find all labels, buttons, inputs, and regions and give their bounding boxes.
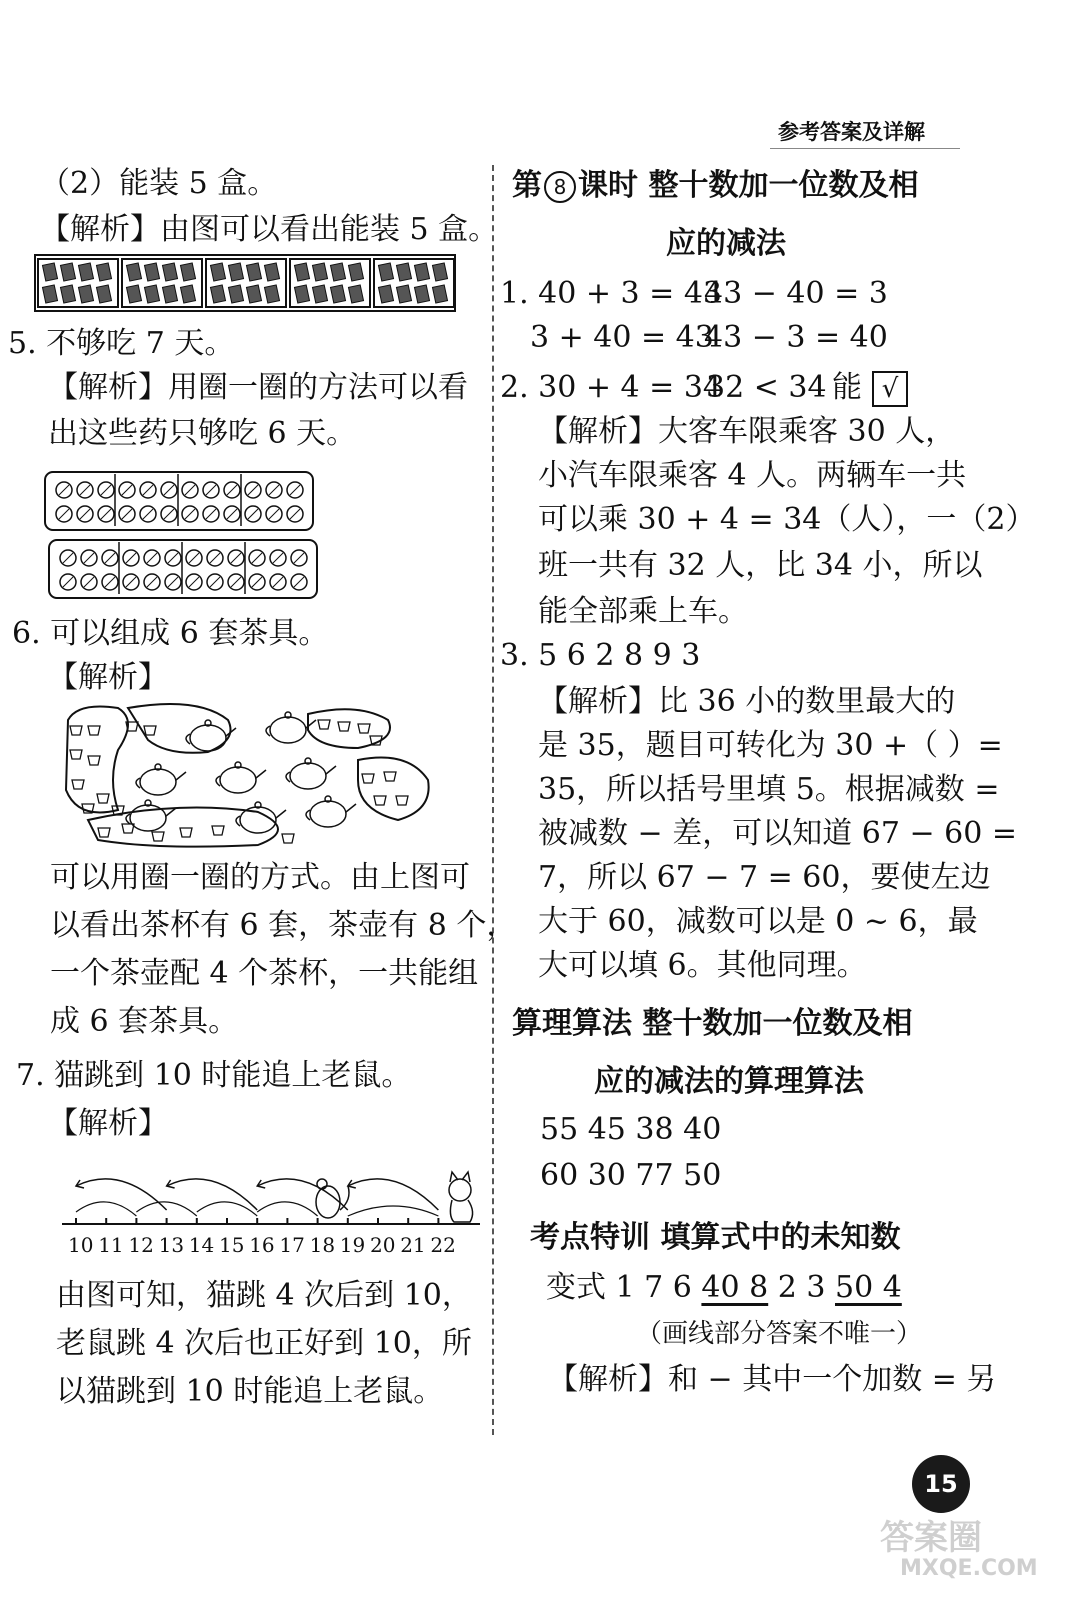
page-number: 15: [912, 1455, 970, 1513]
page-header-title: 参考答案及详解: [778, 120, 925, 144]
teacup-icon: [338, 722, 350, 731]
item-icon: [180, 263, 195, 281]
mouse-jump-arc: [257, 1202, 317, 1216]
item-icon: [42, 285, 57, 303]
item-icon: [264, 285, 279, 303]
lesson-heading: [512, 160, 918, 204]
number-line-label: 14: [188, 1233, 215, 1257]
boxes-figure: [34, 254, 456, 312]
item-icon: [42, 263, 57, 281]
teacup-icon: [374, 796, 386, 805]
section2-heading-line2: 应的减法的算理算法: [594, 1064, 864, 1099]
teacup-icon: [97, 794, 109, 803]
section3-heading: 考点特训 填算式中的未知数: [530, 1220, 901, 1255]
q7-text-line2: 老鼠跳 4 次后也正好到 10，所: [56, 1326, 472, 1361]
q7-text-line1: 由图可知，猫跳 4 次后到 10，: [56, 1278, 472, 1313]
section3-mid: 2 3: [768, 1270, 835, 1305]
teacup-icon: [70, 726, 82, 735]
r-q3-text-3: 35，所以括号里填 5。根据减数 =: [538, 772, 1000, 807]
cat-jump-arc: [348, 1179, 439, 1210]
teacup-icon: [362, 774, 374, 783]
mouse-jump-arc: [197, 1202, 257, 1216]
section2-heading: 算理算法 整十数加一位数及相: [512, 1006, 913, 1041]
item-icon: [294, 263, 309, 281]
item-icon: [294, 285, 309, 303]
teacup-icon: [318, 720, 330, 729]
item-icon: [210, 263, 225, 281]
q5-answer: 5. 不够吃 7 天。: [8, 326, 235, 361]
teacup-icon: [72, 780, 84, 789]
r-q3-text-4: 被减数 − 差，可以知道 67 − 60 =: [538, 816, 1017, 851]
item-icon: [228, 285, 243, 303]
r-q2-text-4: 班一共有 32 人，比 34 小，所以: [538, 548, 983, 583]
r-q3-text-1: 【解析】比 36 小的数里最大的: [538, 684, 956, 719]
q7-answer: 7. 猫跳到 10 时能追上老鼠。: [16, 1058, 412, 1093]
teacup-icon: [88, 756, 100, 765]
teacup-icon: [212, 826, 224, 835]
item-icon: [264, 263, 279, 281]
item-icon: [312, 263, 327, 281]
item-icon: [246, 263, 261, 281]
r-q3-text-2: 是 35，题目可转化为 30 +（ ）=: [538, 728, 1003, 763]
item-icon: [312, 285, 327, 303]
teacup-icon: [396, 796, 408, 805]
mouse-jump-arc: [76, 1202, 136, 1216]
teapot-icon: [220, 767, 256, 793]
column-divider: [492, 165, 494, 1435]
lesson-number: 8: [544, 171, 576, 203]
item-icon: [228, 263, 243, 281]
cat-icon: [449, 1172, 473, 1222]
r-q2-text-3: 可以乘 30 + 4 = 34（人），一（2）: [538, 502, 1036, 537]
section3-prefix: 变式 1 7 6: [546, 1270, 702, 1305]
lesson-title: 课时 整十数加一位数及相: [578, 168, 919, 203]
number-line-label: 11: [98, 1233, 124, 1257]
section3-underlined-2: 50 4: [835, 1270, 902, 1305]
r-q2-text-2: 小汽车限乘客 4 人。两辆车一共: [538, 458, 967, 493]
q6-text-line3: 一个茶壶配 4 个茶杯，一共能组: [50, 956, 479, 991]
item-icon: [432, 285, 447, 303]
item-icon: [348, 263, 363, 281]
number-line-label: 12: [128, 1233, 154, 1257]
number-line-label: 16: [249, 1233, 275, 1257]
item-icon: [126, 263, 141, 281]
item-icon: [246, 285, 261, 303]
item-icon: [60, 263, 75, 281]
item-icon: [126, 285, 141, 303]
r-q2-b: 32 < 34: [706, 370, 827, 405]
number-line-label: 19: [339, 1233, 366, 1257]
q7-text-line3: 以猫跳到 10 时能追上老鼠。: [56, 1374, 444, 1409]
r-q2-text-1: 【解析】大客车限乘客 30 人，: [538, 414, 956, 449]
q5-analysis-line1: 【解析】用圈一圈的方法可以看: [48, 370, 468, 405]
item-icon: [78, 285, 93, 303]
r-q1-c: 3 + 40 = 43: [530, 320, 714, 355]
teapot-icon: [270, 717, 306, 743]
item-icon: [330, 263, 345, 281]
item-icon: [330, 285, 345, 303]
item-icon: [414, 285, 429, 303]
r-q3-text-7: 大可以填 6。其他同理。: [538, 948, 867, 983]
item-icon: [60, 285, 75, 303]
q7-analysis-label: 【解析】: [48, 1106, 168, 1141]
number-line-label: 18: [309, 1233, 336, 1257]
number-line-figure: [56, 1160, 484, 1260]
r-q2-text-5: 能全部乘上车。: [538, 594, 748, 629]
section2-row2: 60 30 77 50: [540, 1158, 722, 1193]
q6-text-line4: 成 6 套茶具。: [50, 1004, 239, 1039]
teapot-icon: [190, 725, 226, 751]
item-icon: [210, 285, 225, 303]
r-q1-d: 43 − 3 = 40: [704, 320, 888, 355]
q4-analysis: 【解析】由图可以看出能装 5 盒。: [40, 212, 499, 247]
teacup-icon: [384, 772, 396, 781]
section3-underlined-1: 40 8: [701, 1270, 769, 1305]
teacup-icon: [98, 828, 110, 837]
r-q3-text-5: 7，所以 67 − 7 = 60，要使左边: [538, 860, 991, 895]
teacup-icon: [358, 724, 370, 733]
lesson-prefix: 第: [512, 168, 542, 203]
r-q1-b: 43 − 40 = 3: [704, 276, 888, 311]
q6-analysis-label: 【解析】: [48, 660, 168, 695]
item-icon: [78, 263, 93, 281]
r-q2-a: 2. 30 + 4 = 34: [500, 370, 723, 405]
item-icon: [414, 263, 429, 281]
item-icon: [96, 263, 111, 281]
section2-row1: 55 45 38 40: [540, 1112, 722, 1147]
r-q3: 3. 5 6 2 8 9 3: [500, 638, 701, 673]
section3-answers: [546, 1266, 902, 1310]
item-icon: [396, 263, 411, 281]
r-q2-can: 能: [832, 370, 862, 405]
watermark-url: MXQE.COM: [900, 1556, 1038, 1581]
header-rule: [770, 148, 960, 149]
r-q2-c: [832, 366, 908, 410]
item-icon: [96, 285, 111, 303]
checkbox-checked: √: [872, 371, 908, 407]
number-line-label: 21: [400, 1233, 426, 1257]
teapot-icon: [290, 763, 326, 789]
teacup-icon: [282, 834, 294, 843]
tea-set-figure: [58, 700, 448, 850]
item-icon: [144, 285, 159, 303]
q6-answer: 6. 可以组成 6 套茶具。: [12, 616, 329, 651]
item-icon: [432, 263, 447, 281]
item-icon: [180, 285, 195, 303]
pill-blister-figure: [44, 470, 320, 602]
number-line-label: 15: [219, 1233, 245, 1257]
q6-text-line1: 可以用圈一圈的方式。由上图可: [50, 860, 470, 895]
number-line-label: 20: [370, 1233, 396, 1257]
item-icon: [144, 263, 159, 281]
item-icon: [378, 285, 393, 303]
number-line-label: 17: [279, 1233, 305, 1257]
teapot-icon: [130, 805, 166, 831]
teacup-icon: [180, 828, 192, 837]
teacup-icon: [70, 750, 82, 759]
number-line-label: 10: [68, 1233, 94, 1257]
teapot-icon: [310, 801, 346, 827]
teacup-icon: [88, 726, 100, 735]
teacup-icon: [152, 832, 164, 841]
q5-analysis-line2: 出这些药只够吃 6 天。: [48, 416, 357, 451]
mouse-icon: [316, 1179, 349, 1218]
r-q3-text-6: 大于 60，减数可以是 0 ~ 6，最: [538, 904, 978, 939]
item-icon: [396, 285, 411, 303]
item-icon: [162, 263, 177, 281]
item-icon: [378, 263, 393, 281]
number-line-label: 22: [430, 1233, 456, 1257]
q4-part2-answer: （2）能装 5 盒。: [40, 166, 278, 201]
section3-analysis: 【解析】和 − 其中一个加数 = 另: [548, 1362, 997, 1397]
watermark-logo: 答案圈: [880, 1518, 982, 1558]
teacup-icon: [144, 726, 156, 735]
q6-text-line2: 以看出茶杯有 6 套，茶壶有 8 个，: [50, 908, 517, 943]
section3-note: （画线部分答案不唯一）: [636, 1319, 923, 1349]
lesson-heading-line2: 应的减法: [666, 226, 786, 261]
r-q1-a: 1. 40 + 3 = 43: [500, 276, 723, 311]
teapot-icon: [140, 769, 176, 795]
item-icon: [348, 285, 363, 303]
number-line-label: 13: [158, 1233, 185, 1257]
item-icon: [162, 285, 177, 303]
